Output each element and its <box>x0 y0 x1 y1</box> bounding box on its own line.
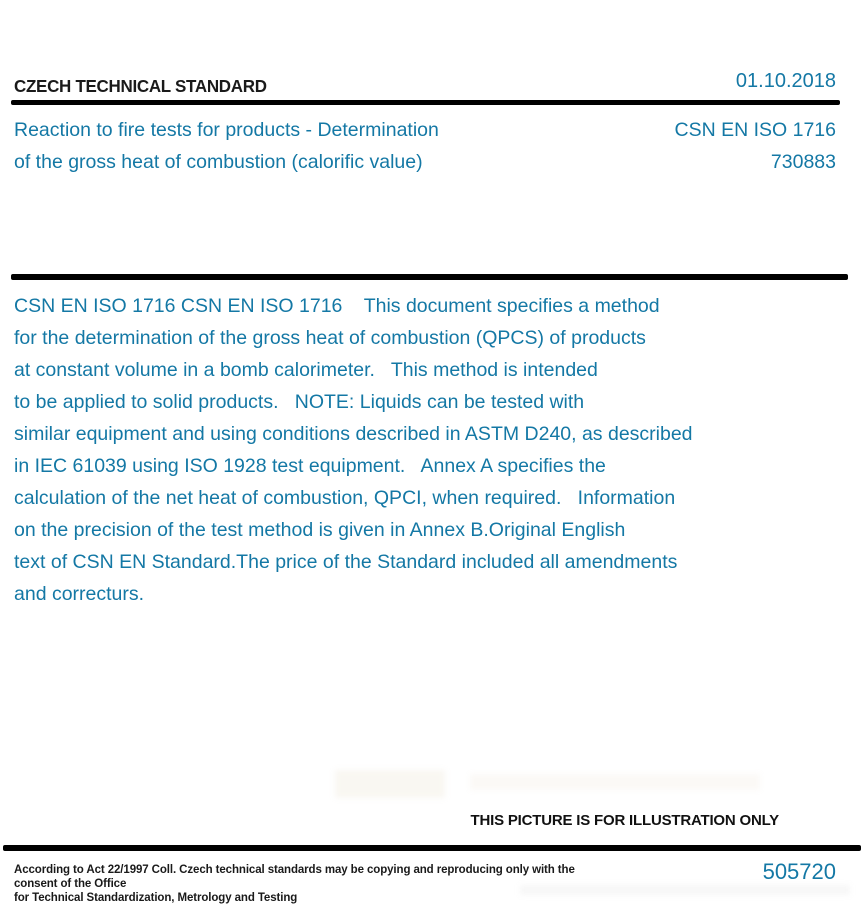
abstract-line: in IEC 61039 using ISO 1928 test equipment. Annex A specifies the <box>14 455 606 477</box>
title-divider <box>11 274 848 280</box>
standard-title-line-1: Reaction to fire tests for products - Determination <box>14 119 439 141</box>
abstract-line: CSN EN ISO 1716 CSN EN ISO 1716 This document specifies a method <box>14 295 660 317</box>
order-number: 505720 <box>762 859 836 884</box>
copyright-notice <box>14 863 614 905</box>
ghost-watermark <box>470 774 760 790</box>
header-title: CZECH TECHNICAL STANDARD <box>14 76 267 96</box>
copyright-notice-line-1: According to Act 22/1997 Coll. Czech technical standards may be copying and reproducing only with the consent of the Office <box>14 864 575 890</box>
abstract-line: calculation of the net heat of combustion, QPCI, when required. Information <box>14 487 676 509</box>
standard-title-line-2: of the gross heat of combustion (calorific value) <box>14 151 423 173</box>
abstract-line: and correcturs. <box>14 583 145 605</box>
illustration-note: THIS PICTURE IS FOR ILLUSTRATION ONLY <box>470 812 779 829</box>
footer-divider <box>3 845 861 851</box>
abstract-line: text of CSN EN Standard.The price of the Standard included all amendments <box>14 551 678 573</box>
abstract-line: at constant volume in a bomb calorimeter. This method is intended <box>14 359 598 381</box>
abstract-line: on the precision of the test method is given in Annex B.Original English <box>14 519 626 541</box>
standard-class-number: 730883 <box>770 151 836 173</box>
header-divider <box>11 100 840 105</box>
abstract-line: for the determination of the gross heat of combustion (QPCS) of products <box>14 327 646 349</box>
issue-date: 01.10.2018 <box>735 70 836 92</box>
standard-designation: CSN EN ISO 1716 <box>674 119 836 141</box>
copyright-notice-line-2: for Technical Standardization, Metrology and Testing <box>14 892 298 904</box>
standard-reference <box>675 114 836 178</box>
ghost-watermark <box>335 770 445 798</box>
abstract-line: similar equipment and using conditions described in ASTM D240, as described <box>14 423 693 445</box>
abstract-text <box>14 290 693 610</box>
abstract-line: to be applied to solid products. NOTE: Liquids can be tested with <box>14 391 585 413</box>
standard-title <box>14 114 439 178</box>
